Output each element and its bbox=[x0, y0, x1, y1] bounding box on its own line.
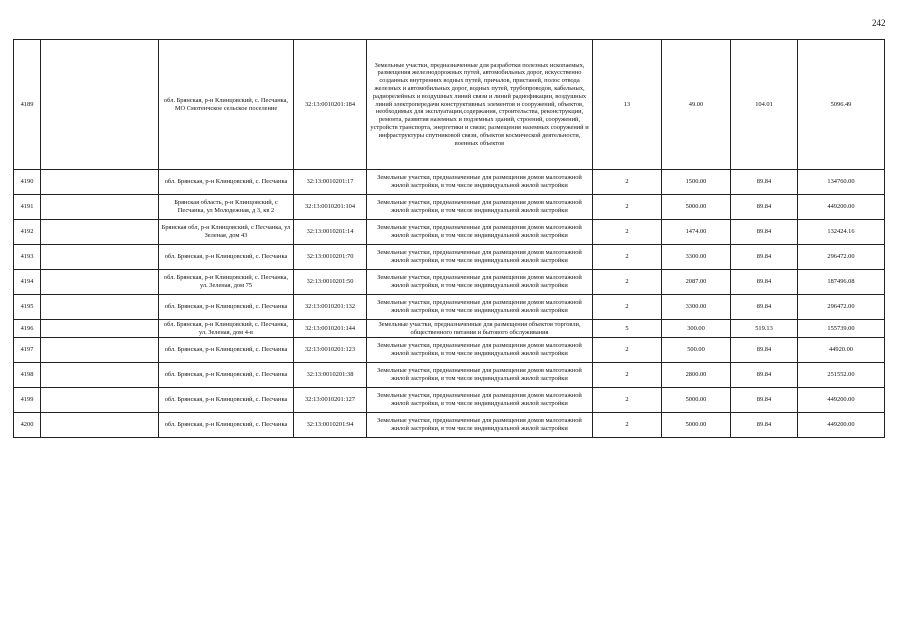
empty-cell bbox=[41, 338, 159, 363]
table-row bbox=[14, 270, 885, 295]
empty-cell bbox=[41, 195, 159, 220]
row-number: 4198 bbox=[14, 363, 41, 388]
row-number: 4195 bbox=[14, 295, 41, 320]
table-row bbox=[14, 40, 885, 170]
address-cell: Брянская область, р-н Клинцовский, с Песчанка, ул Молодежная, д 3, кв 2 bbox=[159, 195, 294, 220]
group-cell: 2 bbox=[593, 170, 662, 195]
area-cell: 2800.00 bbox=[662, 363, 731, 388]
cadastral-value-cell: 5096.49 bbox=[798, 40, 885, 170]
rate-cell: 89.84 bbox=[731, 270, 798, 295]
cadastral-value-cell: 296472.00 bbox=[798, 295, 885, 320]
empty-cell bbox=[41, 40, 159, 170]
area-cell: 5000.00 bbox=[662, 195, 731, 220]
land-use-cell: Земельные участки, предназначенные для размещения домов малоэтажной жилой застройки, в том числе индивидуальной жилой застройки bbox=[367, 338, 593, 363]
cadastral-number-cell: 32:13:0010201:17 bbox=[294, 170, 367, 195]
area-cell: 500.00 bbox=[662, 338, 731, 363]
row-number: 4189 bbox=[14, 40, 41, 170]
rate-cell: 89.84 bbox=[731, 363, 798, 388]
area-cell: 1500.00 bbox=[662, 170, 731, 195]
row-number: 4194 bbox=[14, 270, 41, 295]
area-cell: 3300.00 bbox=[662, 295, 731, 320]
group-cell: 2 bbox=[593, 195, 662, 220]
cadastral-value-cell: 132424.16 bbox=[798, 220, 885, 245]
cadastral-value-cell: 134760.00 bbox=[798, 170, 885, 195]
cadastral-number-cell: 32:13:0010201:123 bbox=[294, 338, 367, 363]
land-use-cell: Земельные участки, предназначенные для размещения домов малоэтажной жилой застройки, в том числе индивидуальной жилой застройки bbox=[367, 245, 593, 270]
rate-cell: 89.84 bbox=[731, 413, 798, 438]
cadastral-value-cell: 187496.08 bbox=[798, 270, 885, 295]
land-use-cell: Земельные участки, предназначенные для размещения домов малоэтажной жилой застройки, в том числе индивидуальной жилой застройки bbox=[367, 220, 593, 245]
empty-cell bbox=[41, 245, 159, 270]
group-cell: 2 bbox=[593, 413, 662, 438]
cadastral-value-cell: 449200.00 bbox=[798, 388, 885, 413]
address-cell: обл. Брянская, р-н Клинцовский, с. Песчанка, ул. Зеленая, дом 4-в bbox=[159, 320, 294, 338]
address-cell: обл. Брянская, р-н Клинцовский, с. Песчанка bbox=[159, 388, 294, 413]
cadastral-value-cell: 155739.00 bbox=[798, 320, 885, 338]
cadastral-value-cell: 296472.00 bbox=[798, 245, 885, 270]
rate-cell: 89.84 bbox=[731, 388, 798, 413]
cadastral-number-cell: 32:13:0010201:132 bbox=[294, 295, 367, 320]
rate-cell: 104.01 bbox=[731, 40, 798, 170]
area-cell: 49.00 bbox=[662, 40, 731, 170]
table-row bbox=[14, 363, 885, 388]
land-use-cell: Земельные участки, предназначенные для размещения домов малоэтажной жилой застройки, в том числе индивидуальной жилой застройки bbox=[367, 388, 593, 413]
table-body bbox=[14, 40, 885, 438]
cadastral-number-cell: 32:13:0010201:50 bbox=[294, 270, 367, 295]
page-number: 242 bbox=[872, 18, 886, 28]
cadastral-value-cell: 251552.00 bbox=[798, 363, 885, 388]
land-use-cell: Земельные участки, предназначенные для размещения домов малоэтажной жилой застройки, в том числе индивидуальной жилой застройки bbox=[367, 413, 593, 438]
rate-cell: 89.84 bbox=[731, 220, 798, 245]
rate-cell: 89.84 bbox=[731, 338, 798, 363]
group-cell: 2 bbox=[593, 220, 662, 245]
address-cell: обл. Брянская, р-н Клинцовский, с. Песчанка, МО Смотенчское сельское поселение bbox=[159, 40, 294, 170]
empty-cell bbox=[41, 320, 159, 338]
group-cell: 5 bbox=[593, 320, 662, 338]
row-number: 4193 bbox=[14, 245, 41, 270]
cadastral-number-cell: 32:13:0010201:144 bbox=[294, 320, 367, 338]
address-cell: обл. Брянская, р-н Клинцовский, с. Песчанка bbox=[159, 295, 294, 320]
table-row bbox=[14, 245, 885, 270]
rate-cell: 89.84 bbox=[731, 295, 798, 320]
empty-cell bbox=[41, 363, 159, 388]
empty-cell bbox=[41, 220, 159, 245]
address-cell: обл. Брянская, р-н Клинцовский, с. Песчанка bbox=[159, 363, 294, 388]
address-cell: обл. Брянская, р-н Клинцовский, с. Песчанка, ул. Зеленая, дом 75 bbox=[159, 270, 294, 295]
cadastral-number-cell: 32:13:0010201:70 bbox=[294, 245, 367, 270]
area-cell: 5000.00 bbox=[662, 388, 731, 413]
table-row bbox=[14, 338, 885, 363]
cadastral-value-cell: 449200.00 bbox=[798, 413, 885, 438]
area-cell: 5000.00 bbox=[662, 413, 731, 438]
land-use-cell: Земельные участки, предназначенные для размещения объектов торговли, общественного питания и бытового обслуживания bbox=[367, 320, 593, 338]
empty-cell bbox=[41, 170, 159, 195]
group-cell: 2 bbox=[593, 388, 662, 413]
rate-cell: 89.84 bbox=[731, 195, 798, 220]
row-number: 4199 bbox=[14, 388, 41, 413]
area-cell: 2087.00 bbox=[662, 270, 731, 295]
row-number: 4192 bbox=[14, 220, 41, 245]
row-number: 4190 bbox=[14, 170, 41, 195]
row-number: 4196 bbox=[14, 320, 41, 338]
address-cell: обл. Брянская, р-н Клинцовский, с. Песчанка bbox=[159, 245, 294, 270]
area-cell: 3300.00 bbox=[662, 245, 731, 270]
land-use-cell: Земельные участки, предназначенные для размещения домов малоэтажной жилой застройки, в том числе индивидуальной жилой застройки bbox=[367, 195, 593, 220]
table-row bbox=[14, 413, 885, 438]
table-row bbox=[14, 195, 885, 220]
row-number: 4200 bbox=[14, 413, 41, 438]
address-cell: обл. Брянская, р-н Клинцовский, с. Песчанка bbox=[159, 170, 294, 195]
cadastral-number-cell: 32:13:0010201:94 bbox=[294, 413, 367, 438]
empty-cell bbox=[41, 295, 159, 320]
land-use-cell: Земельные участки, предназначенные для размещения домов малоэтажной жилой застройки, в том числе индивидуальной жилой застройки bbox=[367, 363, 593, 388]
row-number: 4197 bbox=[14, 338, 41, 363]
rate-cell: 89.84 bbox=[731, 170, 798, 195]
table-row bbox=[14, 220, 885, 245]
cadastral-number-cell: 32:13:0010201:184 bbox=[294, 40, 367, 170]
land-use-cell: Земельные участки, предназначенные для разработки полезных ископаемых, размещения железнодорожных путей, автомобильных дорог, искусственно созданных внутренних водных путей, причалов, пристаней, полос отвода железных и автомобильных дорог, водных путей, трубопроводов, кабельных, радиорелейных и воздушных линий связи и линий радиофикации, воздушных линий электропередачи конструктивных элементов и сооружений, объектов, необходимых для эксплуатации,содержания, строительства, реконструкции, ремонта, развития наземных и подземных зданий, строений, сооружений, устройств транспорта, энергетики и связи; размещения наземных сооружений и инфраструктуры спутниковой связи, объектов космической деятельности, военных объектов bbox=[367, 40, 593, 170]
cadastral-value-table bbox=[13, 39, 885, 438]
cadastral-value-cell: 44920.00 bbox=[798, 338, 885, 363]
address-cell: обл. Брянская, р-н Клинцовский, с. Песчанка bbox=[159, 413, 294, 438]
cadastral-number-cell: 32:13:0010201:14 bbox=[294, 220, 367, 245]
land-use-cell: Земельные участки, предназначенные для размещения домов малоэтажной жилой застройки, в том числе индивидуальной жилой застройки bbox=[367, 295, 593, 320]
group-cell: 2 bbox=[593, 270, 662, 295]
cadastral-number-cell: 32:13:0010201:38 bbox=[294, 363, 367, 388]
table-row bbox=[14, 320, 885, 338]
cadastral-number-cell: 32:13:0010201:127 bbox=[294, 388, 367, 413]
table-row bbox=[14, 170, 885, 195]
group-cell: 2 bbox=[593, 245, 662, 270]
area-cell: 300.00 bbox=[662, 320, 731, 338]
address-cell: Брянская обл, р-н Клинцовский, с Песчанка, ул Зеленая, дом 43 bbox=[159, 220, 294, 245]
rate-cell: 519.13 bbox=[731, 320, 798, 338]
empty-cell bbox=[41, 270, 159, 295]
row-number: 4191 bbox=[14, 195, 41, 220]
rate-cell: 89.84 bbox=[731, 245, 798, 270]
group-cell: 2 bbox=[593, 363, 662, 388]
land-use-cell: Земельные участки, предназначенные для размещения домов малоэтажной жилой застройки, в том числе индивидуальной жилой застройки bbox=[367, 270, 593, 295]
address-cell: обл. Брянская, р-н Клинцовский, с. Песчанка bbox=[159, 338, 294, 363]
land-use-cell: Земельные участки, предназначенные для размещения домов малоэтажной жилой застройки, в том числе индивидуальной жилой застройки bbox=[367, 170, 593, 195]
group-cell: 13 bbox=[593, 40, 662, 170]
empty-cell bbox=[41, 413, 159, 438]
empty-cell bbox=[41, 388, 159, 413]
table-row bbox=[14, 388, 885, 413]
group-cell: 2 bbox=[593, 338, 662, 363]
table-row bbox=[14, 295, 885, 320]
group-cell: 2 bbox=[593, 295, 662, 320]
cadastral-number-cell: 32:13:0010201:104 bbox=[294, 195, 367, 220]
area-cell: 1474.00 bbox=[662, 220, 731, 245]
cadastral-value-cell: 449200.00 bbox=[798, 195, 885, 220]
